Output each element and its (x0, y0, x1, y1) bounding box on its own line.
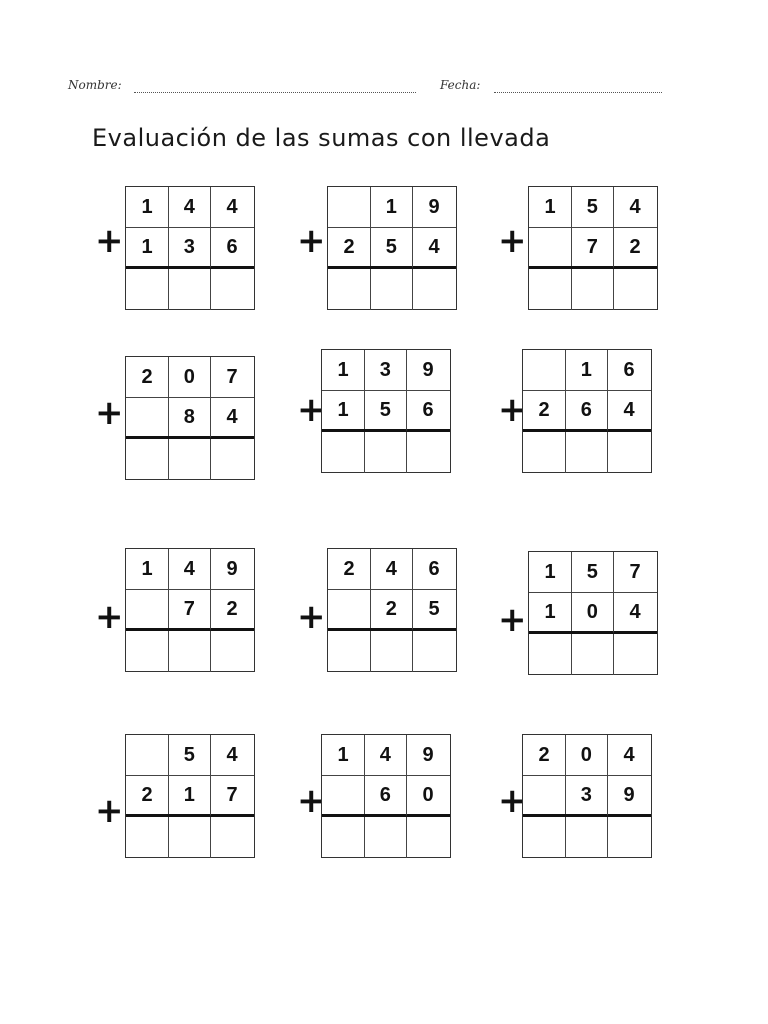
plus-sign: + (498, 600, 527, 640)
answer-cell[interactable] (614, 634, 657, 675)
answer-cell[interactable] (608, 432, 651, 473)
digit-cell: 9 (608, 776, 651, 817)
digit-cell: 3 (168, 228, 211, 269)
plus-sign: + (498, 781, 527, 821)
plus-sign: + (297, 597, 326, 637)
plus-sign: + (297, 221, 326, 261)
digit-cell: 0 (407, 776, 450, 817)
digit-cell: 1 (322, 735, 365, 776)
plus-sign: + (95, 597, 124, 637)
digit-cell: 9 (413, 187, 456, 228)
plus-sign: + (498, 390, 527, 430)
digit-cell: 2 (126, 357, 169, 398)
digit-cell: 6 (413, 549, 456, 590)
digit-cell: 2 (126, 776, 169, 817)
answer-cell[interactable] (565, 817, 608, 858)
digit-cell: 4 (211, 735, 254, 776)
digit-cell: 2 (328, 228, 371, 269)
digit-cell: 1 (168, 776, 211, 817)
answer-cell[interactable] (529, 634, 572, 675)
answer-cell[interactable] (608, 817, 651, 858)
digit-cell: 1 (529, 187, 572, 228)
digit-grid (125, 356, 255, 480)
digit-cell: 6 (608, 350, 651, 391)
digit-cell (523, 350, 566, 391)
digit-cell: 7 (168, 590, 211, 631)
digit-cell: 0 (565, 735, 608, 776)
answer-cell[interactable] (370, 631, 413, 672)
digit-cell: 2 (523, 735, 566, 776)
digit-cell: 6 (211, 228, 254, 269)
addition-problem (498, 551, 708, 681)
digit-cell (328, 187, 371, 228)
digit-cell (523, 776, 566, 817)
digit-cell (529, 228, 572, 269)
digit-cell: 7 (211, 776, 254, 817)
digit-cell: 6 (565, 391, 608, 432)
answer-cell[interactable] (126, 817, 169, 858)
digit-cell: 9 (211, 549, 254, 590)
answer-cell[interactable] (413, 269, 456, 310)
digit-cell (126, 398, 169, 439)
digit-cell: 4 (614, 593, 657, 634)
name-field[interactable] (134, 92, 416, 93)
digit-grid (528, 186, 658, 310)
digit-cell: 1 (370, 187, 413, 228)
digit-cell (322, 776, 365, 817)
plus-sign: + (95, 791, 124, 831)
digit-cell: 7 (211, 357, 254, 398)
addition-problem (95, 356, 305, 486)
digit-grid (522, 734, 652, 858)
answer-cell[interactable] (211, 817, 254, 858)
answer-cell[interactable] (407, 817, 450, 858)
date-field[interactable] (494, 92, 662, 93)
answer-cell[interactable] (529, 269, 572, 310)
answer-cell[interactable] (328, 269, 371, 310)
answer-cell[interactable] (168, 439, 211, 480)
digit-cell: 1 (126, 187, 169, 228)
name-label: Nombre: (68, 78, 122, 92)
digit-grid (125, 734, 255, 858)
digit-grid (327, 186, 457, 310)
digit-cell: 1 (529, 552, 572, 593)
digit-cell: 6 (364, 776, 407, 817)
answer-cell[interactable] (211, 269, 254, 310)
plus-sign: + (297, 781, 326, 821)
digit-cell: 9 (407, 350, 450, 391)
digit-grid (327, 548, 457, 672)
digit-cell: 5 (571, 187, 614, 228)
answer-cell[interactable] (126, 269, 169, 310)
answer-cell[interactable] (322, 432, 365, 473)
answer-cell[interactable] (126, 439, 169, 480)
digit-cell: 7 (614, 552, 657, 593)
addition-problem (498, 186, 708, 316)
digit-grid (125, 186, 255, 310)
digit-cell: 2 (370, 590, 413, 631)
digit-cell: 4 (364, 735, 407, 776)
digit-cell: 2 (328, 549, 371, 590)
digit-cell: 7 (571, 228, 614, 269)
date-label: Fecha: (440, 78, 481, 92)
answer-cell[interactable] (407, 432, 450, 473)
digit-cell: 6 (407, 391, 450, 432)
digit-cell: 5 (168, 735, 211, 776)
answer-cell[interactable] (211, 631, 254, 672)
digit-cell: 4 (608, 391, 651, 432)
digit-cell: 8 (168, 398, 211, 439)
digit-cell: 5 (413, 590, 456, 631)
answer-cell[interactable] (571, 634, 614, 675)
addition-problem (297, 734, 507, 864)
digit-cell: 4 (211, 398, 254, 439)
addition-problem (297, 548, 507, 678)
answer-cell[interactable] (364, 432, 407, 473)
digit-cell: 4 (370, 549, 413, 590)
addition-problem (498, 734, 708, 864)
answer-cell[interactable] (413, 631, 456, 672)
digit-cell: 1 (322, 350, 365, 391)
plus-sign: + (498, 221, 527, 261)
answer-cell[interactable] (565, 432, 608, 473)
digit-cell: 4 (614, 187, 657, 228)
answer-cell[interactable] (370, 269, 413, 310)
digit-grid (522, 349, 652, 473)
digit-cell: 1 (126, 549, 169, 590)
digit-cell: 4 (413, 228, 456, 269)
plus-sign: + (297, 390, 326, 430)
answer-cell[interactable] (571, 269, 614, 310)
answer-cell[interactable] (523, 817, 566, 858)
digit-cell: 1 (126, 228, 169, 269)
digit-cell: 5 (571, 552, 614, 593)
digit-cell: 4 (168, 549, 211, 590)
answer-cell[interactable] (328, 631, 371, 672)
digit-cell: 2 (523, 391, 566, 432)
digit-cell (328, 590, 371, 631)
answer-cell[interactable] (211, 439, 254, 480)
digit-cell: 5 (364, 391, 407, 432)
digit-grid (321, 349, 451, 473)
digit-cell: 1 (529, 593, 572, 634)
answer-cell[interactable] (523, 432, 566, 473)
digit-grid (528, 551, 658, 675)
answer-cell[interactable] (126, 631, 169, 672)
addition-problem (297, 186, 507, 316)
answer-cell[interactable] (168, 631, 211, 672)
answer-cell[interactable] (364, 817, 407, 858)
digit-cell: 3 (565, 776, 608, 817)
digit-cell: 4 (211, 187, 254, 228)
digit-cell (126, 735, 169, 776)
digit-cell (126, 590, 169, 631)
worksheet-title: Evaluación de las sumas con llevada (92, 124, 551, 152)
digit-cell: 2 (211, 590, 254, 631)
digit-cell: 4 (168, 187, 211, 228)
digit-cell: 1 (322, 391, 365, 432)
addition-problem (297, 349, 507, 479)
digit-cell: 4 (608, 735, 651, 776)
digit-cell: 0 (571, 593, 614, 634)
addition-problem (95, 734, 305, 864)
digit-cell: 5 (370, 228, 413, 269)
digit-cell: 3 (364, 350, 407, 391)
digit-grid (321, 734, 451, 858)
addition-problem (95, 548, 305, 678)
answer-cell[interactable] (322, 817, 365, 858)
plus-sign: + (95, 221, 124, 261)
digit-cell: 9 (407, 735, 450, 776)
addition-problem (498, 349, 708, 479)
addition-problem (95, 186, 305, 316)
plus-sign: + (95, 393, 124, 433)
digit-cell: 2 (614, 228, 657, 269)
digit-cell: 1 (565, 350, 608, 391)
answer-cell[interactable] (614, 269, 657, 310)
answer-cell[interactable] (168, 269, 211, 310)
answer-cell[interactable] (168, 817, 211, 858)
digit-cell: 0 (168, 357, 211, 398)
digit-grid (125, 548, 255, 672)
worksheet-header (68, 78, 668, 98)
